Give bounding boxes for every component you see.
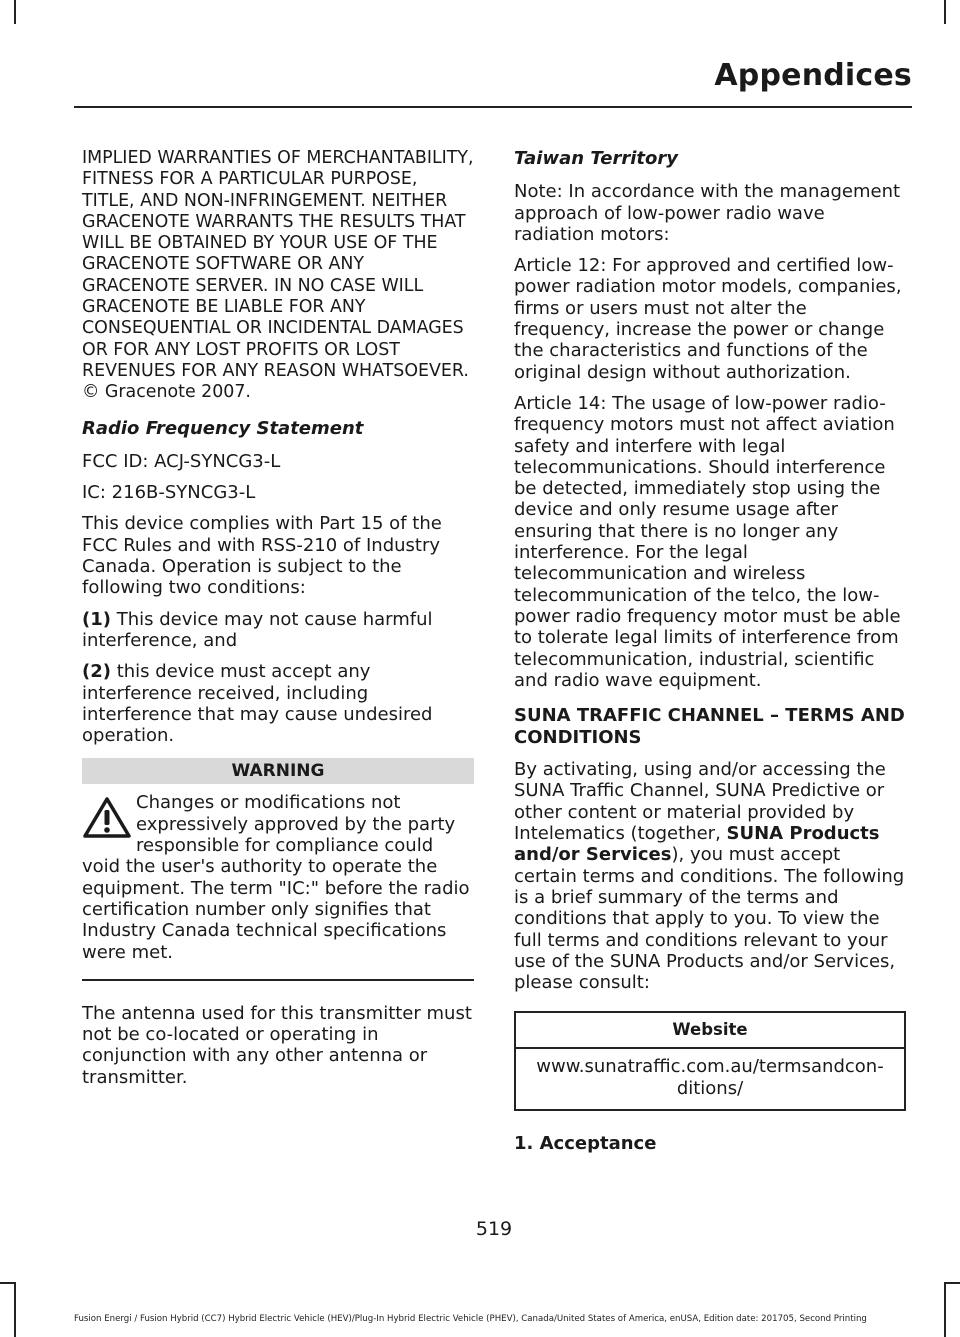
fcc-id: FCC ID: ACJ-SYNCG3-L xyxy=(82,450,281,472)
condition-2-label: (2) xyxy=(82,661,111,683)
radio-frequency-heading: Radio Frequency Statement xyxy=(82,417,364,439)
warning-box xyxy=(82,792,474,962)
crop-mark xyxy=(14,1282,16,1337)
taiwan-heading: Taiwan Territory xyxy=(514,148,678,169)
website-url[interactable]: www.sunatraffic.com.au/termsandcon-ditions/ xyxy=(536,1056,884,1100)
page-title: Appendices xyxy=(714,58,912,93)
ic-id: IC: 216B-SYNCG3-L xyxy=(82,482,256,504)
crop-mark xyxy=(14,0,16,24)
website-table xyxy=(514,1011,906,1111)
right-column xyxy=(514,148,906,1166)
acceptance-heading: 1. Acceptance xyxy=(514,1133,657,1155)
warning-divider xyxy=(82,979,474,981)
crop-mark xyxy=(944,0,946,24)
suna-text-after: ), you must accept certain terms and conditions. The following is a brief summary of the terms and conditions that apply to you. To view the full terms and conditions relevant to your use of the SUNA Products and/or Services, please consult: xyxy=(514,844,905,994)
article-14: Article 14: The usage of low-power radio-frequency motors must not affect aviation safety and interfere with legal telecommunications. Should interference be detected, immediately stop using the device and only resume usage after ensuring that there is no longer any interference. For the legal telecommunication and wireless telecommunication of the telco, the low-power radio frequency motor must be able to tolerate legal limits of interference from telecommunication, industrial, scientific and radio wave equipment. xyxy=(514,392,901,691)
crop-mark xyxy=(946,1282,960,1284)
website-table-header: Website xyxy=(516,1013,904,1049)
crop-mark xyxy=(0,1282,14,1284)
footer-edition-info: Fusion Energi / Fusion Hybrid (CC7) Hybrid Electric Vehicle (HEV)/Plug-In Hybrid Electric Vehicle (PHEV), Canada/United States of America, enUSA, Edition date: 201705, Second Printing xyxy=(74,1314,867,1324)
suna-products-term: SUNA Products and/or Services xyxy=(514,823,880,866)
warning-triangle-icon xyxy=(82,796,132,840)
page-number: 519 xyxy=(475,1218,513,1240)
condition-1-label: (1) xyxy=(82,608,111,630)
warning-text: Changes or modifications not expressively approved by the party responsible for compliance could void the user's authority to operate the equipment. The term "IC:" before the radio certification number only signifies that Industry Canada technical specifications were met. xyxy=(82,792,470,963)
suna-terms-intro xyxy=(514,759,906,993)
compliance-statement: This device complies with Part 15 of the FCC Rules and with RSS-210 of Industry Canada. Operation is subject to the following two conditions: xyxy=(82,513,442,599)
antenna-statement: The antenna used for this transmitter must not be co-located or operating in conjunction with any other antenna or transmitter. xyxy=(82,1002,472,1088)
suna-text-before: By activating, using and/or accessing the SUNA Traffic Channel, SUNA Predictive or other content or material provided by Intelematics (together, xyxy=(514,759,886,845)
condition-1-text: This device may not cause harmful interference, and xyxy=(82,608,433,651)
condition-2 xyxy=(82,661,474,746)
crop-mark xyxy=(944,1282,946,1337)
gracenote-disclaimer: IMPLIED WARRANTIES OF MERCHANTABILITY, FITNESS FOR A PARTICULAR PURPOSE, TITLE, AND NON-INFRINGEMENT. NEITHER GRACENOTE WARRANTS THE RESULTS THAT WILL BE OBTAINED BY YOUR USE OF THE GRACENOTE SOFTWARE OR ANY GRACENOTE SERVER. IN NO CASE WILL GRACENOTE BE LIABLE FOR ANY CONSEQUENTIAL OR INCIDENTAL DAMAGES OR FOR ANY LOST PROFITS OR LOST REVENUES FOR ANY REASON WHATSOEVER. © Gracenote 2007. xyxy=(82,148,474,403)
taiwan-note: Note: In accordance with the management approach of low-power radio wave radiation motors: xyxy=(514,181,901,245)
suna-heading: SUNA TRAFFIC CHANNEL – TERMS AND CONDITIONS xyxy=(514,705,905,748)
left-column xyxy=(82,148,474,1098)
article-12: Article 12: For approved and certified low-power radiation motor models, companies, firms or users must not alter the frequency, increase the power or change the characteristics and functions of the original design without authorization. xyxy=(514,255,902,383)
header-divider xyxy=(74,106,912,108)
condition-1 xyxy=(82,609,474,652)
warning-header: WARNING xyxy=(82,758,474,784)
condition-2-text: this device must accept any interference received, including interference that may cause undesired operation. xyxy=(82,661,433,747)
